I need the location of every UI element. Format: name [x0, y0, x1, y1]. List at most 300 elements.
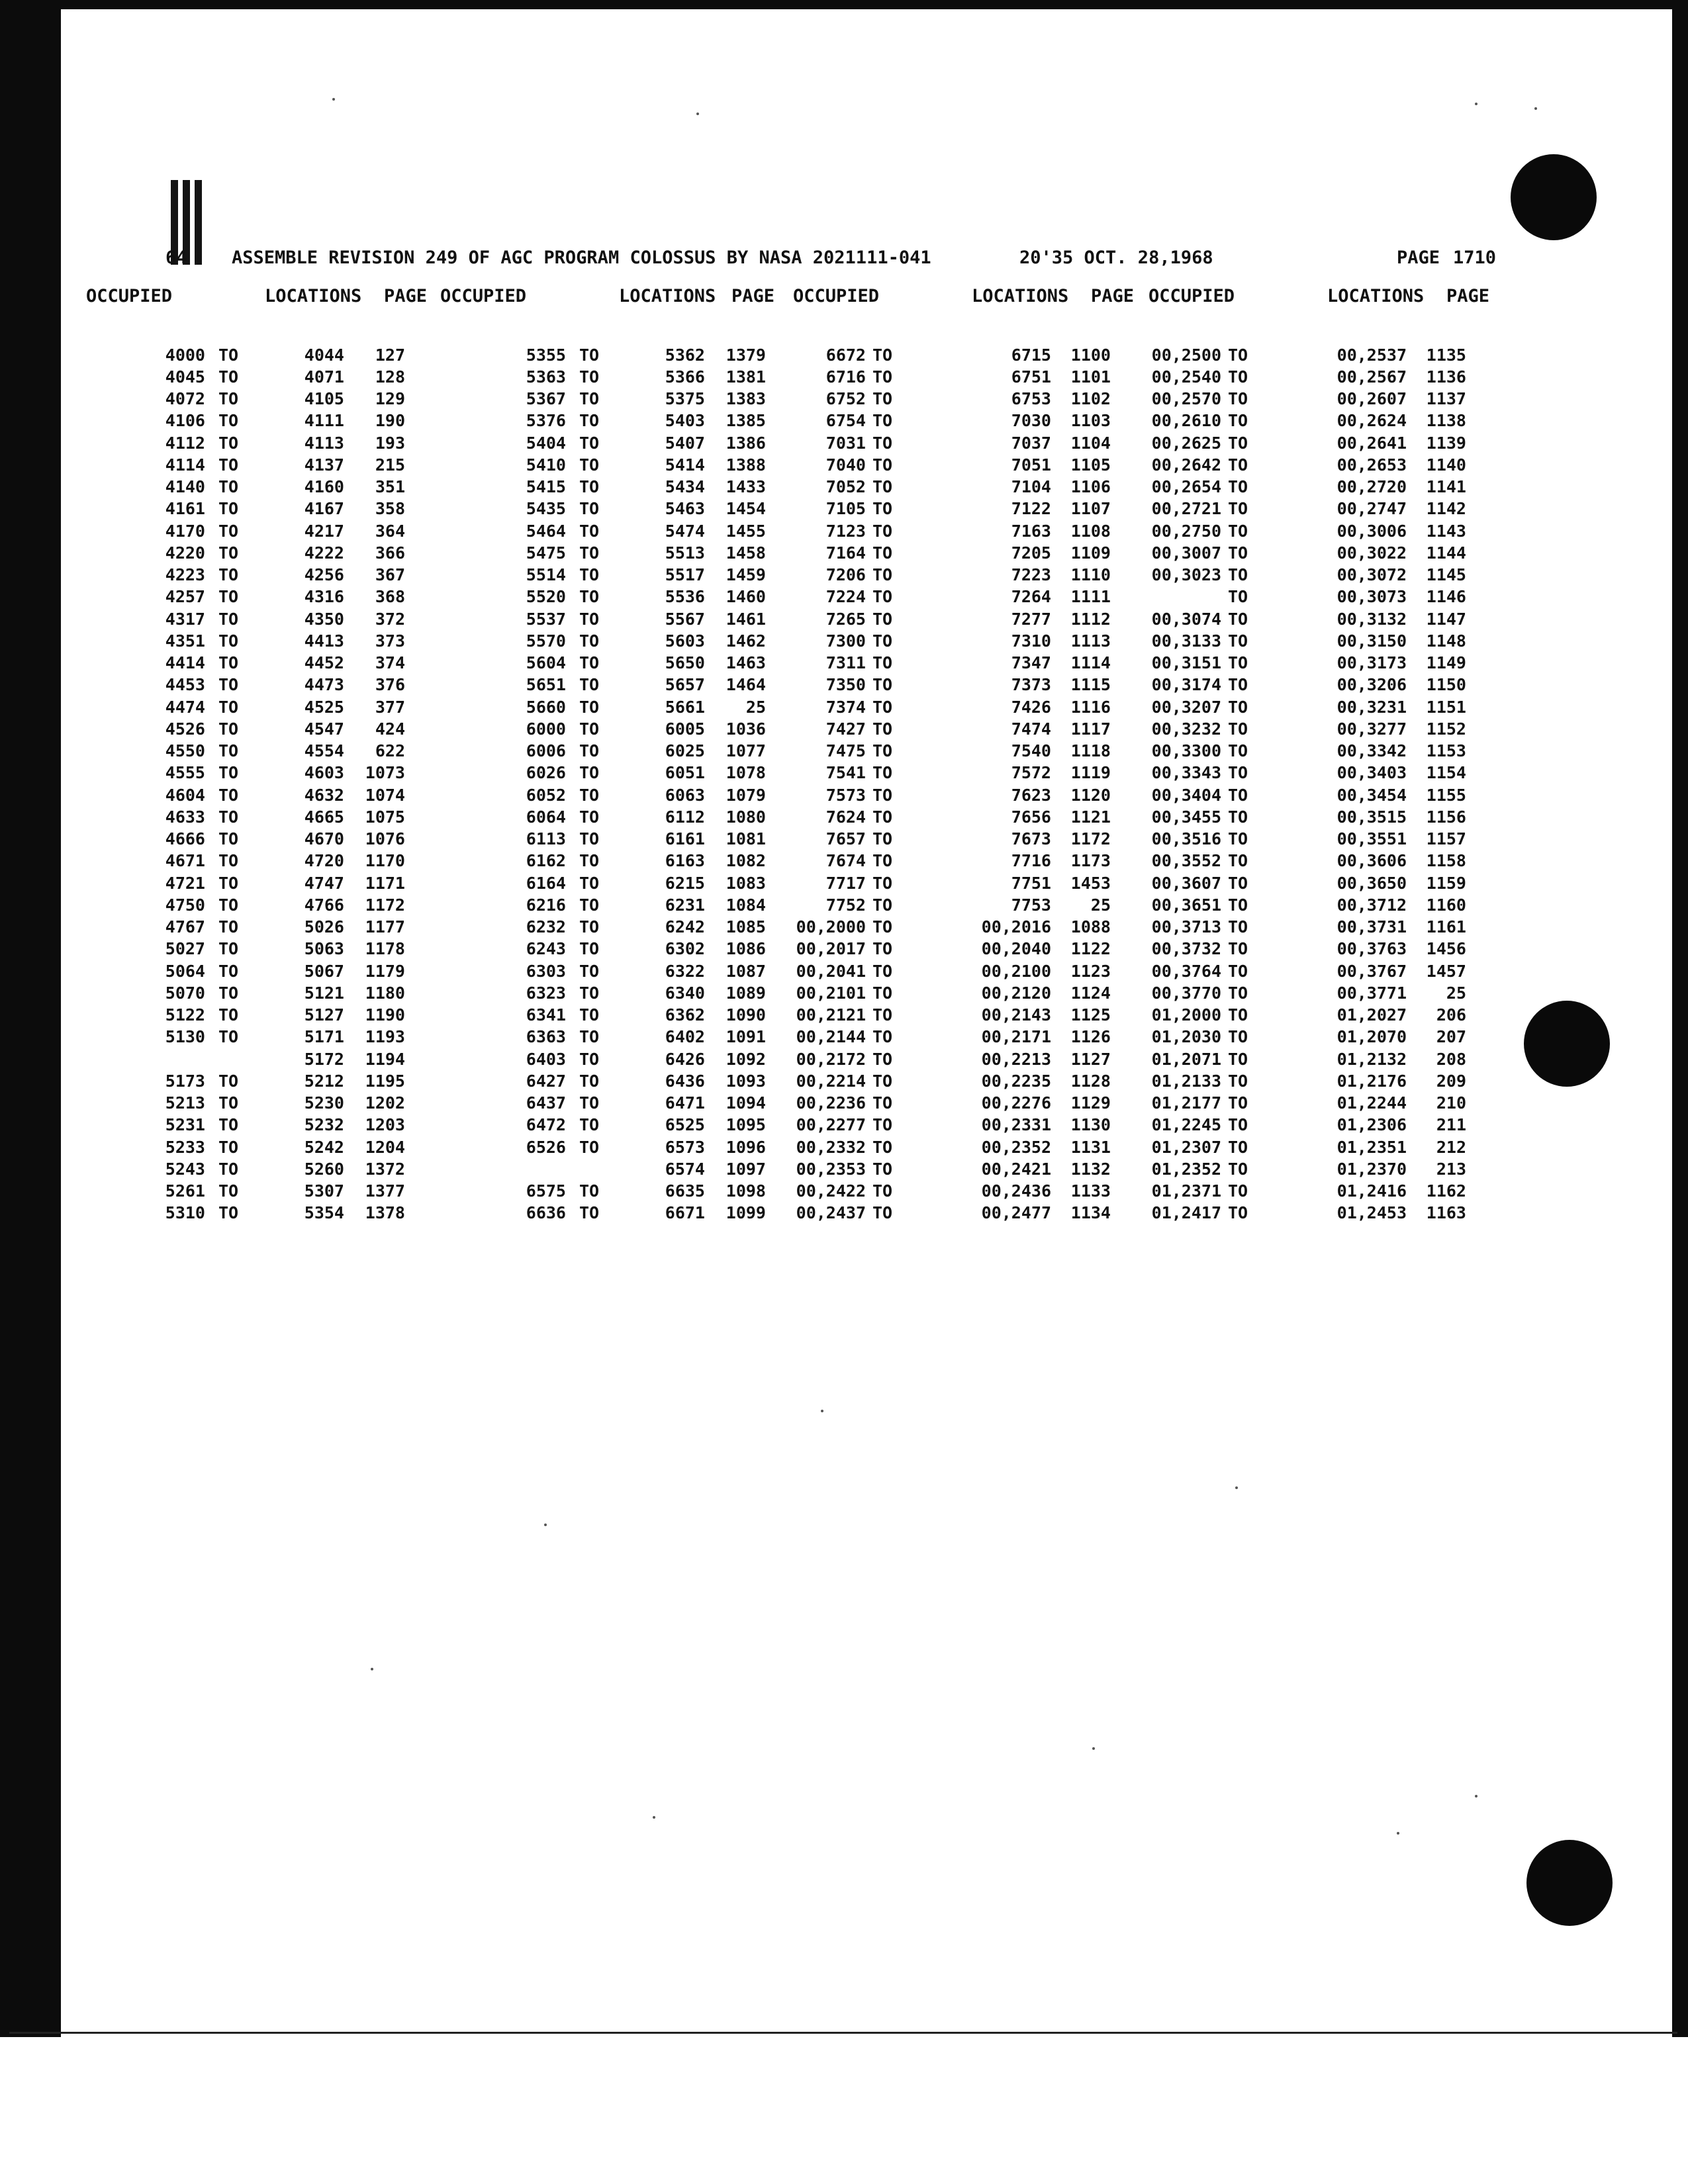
to-label: TO: [1228, 1071, 1248, 1091]
range-end: 6051: [665, 763, 705, 782]
range-start: 4161: [165, 499, 205, 518]
listing-page: 25: [1090, 895, 1111, 915]
range-start: 00,2570: [1151, 389, 1221, 408]
range-end: 4113: [304, 433, 344, 453]
range-start: 00,2422: [796, 1181, 866, 1201]
range-end: 00,2421: [981, 1160, 1051, 1179]
listing-page: 368: [375, 587, 405, 606]
range-start: 4750: [165, 895, 205, 915]
range-start: 6164: [526, 874, 566, 893]
range-start: 00,2017: [796, 939, 866, 958]
listing-page: 1379: [726, 345, 766, 365]
to-label: TO: [218, 939, 239, 958]
listing-page: 193: [375, 433, 405, 453]
range-end: 6751: [1011, 367, 1051, 387]
listing-page: 1155: [1426, 786, 1466, 805]
to-label: TO: [579, 1005, 600, 1024]
listing-page: 1098: [726, 1181, 766, 1201]
to-label: TO: [579, 741, 600, 760]
listing-page: 1458: [726, 543, 766, 563]
listing-page: 128: [375, 367, 405, 387]
range-start: 01,2177: [1151, 1093, 1221, 1113]
to-label: TO: [579, 698, 600, 717]
listing-page: 1178: [365, 939, 405, 958]
listing-page: 1074: [365, 786, 405, 805]
listing-page: 1143: [1426, 522, 1466, 541]
to-label: TO: [218, 499, 239, 518]
range-end: 7104: [1011, 477, 1051, 496]
listing-page: 1111: [1070, 587, 1111, 606]
listing-page: 1120: [1070, 786, 1111, 805]
to-label: TO: [579, 587, 600, 606]
range-start: 00,3007: [1151, 543, 1221, 563]
listing-page: 1075: [365, 807, 405, 827]
listing-page: 1161: [1426, 917, 1466, 936]
listing-page: 1433: [726, 477, 766, 496]
to-label: TO: [218, 698, 239, 717]
range-end: 00,3006: [1336, 522, 1407, 541]
listing-page: 1455: [726, 522, 766, 541]
to-label: TO: [1228, 345, 1248, 365]
range-end: 6362: [665, 1005, 705, 1024]
to-label: TO: [579, 411, 600, 430]
listing-page: 206: [1436, 1005, 1466, 1024]
to-label: TO: [872, 345, 893, 365]
range-end: 6005: [665, 719, 705, 739]
range-start: 4633: [165, 807, 205, 827]
listing-page: 215: [375, 455, 405, 475]
range-start: 7123: [825, 522, 866, 541]
range-end: 5375: [665, 389, 705, 408]
listing-page: 1145: [1426, 565, 1466, 584]
to-label: TO: [1228, 939, 1248, 958]
range-end: 4632: [304, 786, 344, 805]
range-end: 6161: [665, 829, 705, 848]
range-end: 00,2143: [981, 1005, 1051, 1024]
range-start: 5410: [526, 455, 566, 475]
binder-hole-bottom: [1526, 1840, 1613, 1926]
listing-page: 1102: [1070, 389, 1111, 408]
to-label: TO: [872, 1093, 893, 1113]
to-label: TO: [579, 1027, 600, 1046]
range-start: 00,2172: [796, 1050, 866, 1069]
range-start: 00,2540: [1151, 367, 1221, 387]
range-end: 00,2100: [981, 962, 1051, 981]
listing-page: 424: [375, 719, 405, 739]
range-start: 6526: [526, 1138, 566, 1157]
range-start: 00,3651: [1151, 895, 1221, 915]
to-label: TO: [218, 565, 239, 584]
range-end: 00,2624: [1336, 411, 1407, 430]
range-start: 00,2625: [1151, 433, 1221, 453]
range-end: 6302: [665, 939, 705, 958]
to-label: TO: [218, 1203, 239, 1222]
range-end: 7051: [1011, 455, 1051, 475]
listing-page: 1159: [1426, 874, 1466, 893]
listing-page: 1088: [1070, 917, 1111, 936]
to-label: TO: [872, 829, 893, 848]
range-start: 4453: [165, 675, 205, 694]
range-start: 00,2000: [796, 917, 866, 936]
range-start: 7206: [825, 565, 866, 584]
range-end: 6471: [665, 1093, 705, 1113]
to-label: TO: [218, 917, 239, 936]
range-end: 6231: [665, 895, 705, 915]
range-end: 00,3277: [1336, 719, 1407, 739]
range-end: 5172: [304, 1050, 344, 1069]
range-end: 4747: [304, 874, 344, 893]
range-start: 00,3074: [1151, 610, 1221, 629]
range-end: 5366: [665, 367, 705, 387]
range-start: 6064: [526, 807, 566, 827]
listing-page: 1121: [1070, 807, 1111, 827]
range-end: 5474: [665, 522, 705, 541]
listing-page: 1077: [726, 741, 766, 760]
range-end: 01,2306: [1336, 1115, 1407, 1134]
listing-page: 1090: [726, 1005, 766, 1024]
to-label: TO: [579, 1138, 600, 1157]
to-label: TO: [1228, 1027, 1248, 1046]
range-start: 6323: [526, 983, 566, 1003]
range-end: 7623: [1011, 786, 1051, 805]
listing-page: 1163: [1426, 1203, 1466, 1222]
range-end: 7030: [1011, 411, 1051, 430]
range-start: 00,2437: [796, 1203, 866, 1222]
range-end: 6753: [1011, 389, 1051, 408]
listing-page: 1085: [726, 917, 766, 936]
to-label: TO: [1228, 874, 1248, 893]
range-end: 4525: [304, 698, 344, 717]
to-label: TO: [1228, 962, 1248, 981]
to-label: TO: [579, 895, 600, 915]
to-label: TO: [1228, 1050, 1248, 1069]
listing-page: 1135: [1426, 345, 1466, 365]
to-label: TO: [579, 543, 600, 563]
listing-page: 1154: [1426, 763, 1466, 782]
listing-page: 1153: [1426, 741, 1466, 760]
range-end: 4256: [304, 565, 344, 584]
range-end: 7223: [1011, 565, 1051, 584]
range-start: 01,2307: [1151, 1138, 1221, 1157]
listing-page: 1170: [365, 851, 405, 870]
range-end: 5362: [665, 345, 705, 365]
range-start: 00,3770: [1151, 983, 1221, 1003]
range-end: 7751: [1011, 874, 1051, 893]
to-label: TO: [872, 543, 893, 563]
listing-page: 1144: [1426, 543, 1466, 563]
range-end: 4105: [304, 389, 344, 408]
range-start: 00,2214: [796, 1071, 866, 1091]
listing-page: 1457: [1426, 962, 1466, 981]
range-start: 4550: [165, 741, 205, 760]
to-label: TO: [579, 962, 600, 981]
to-label: TO: [218, 807, 239, 827]
range-start: 5231: [165, 1115, 205, 1134]
range-end: 4720: [304, 851, 344, 870]
listing-page: 1136: [1426, 367, 1466, 387]
listing-page: 1204: [365, 1138, 405, 1157]
listing-page: 1107: [1070, 499, 1111, 518]
range-start: 4112: [165, 433, 205, 453]
range-end: 7716: [1011, 851, 1051, 870]
to-label: TO: [872, 389, 893, 408]
listing-page: 1139: [1426, 433, 1466, 453]
range-end: 5307: [304, 1181, 344, 1201]
range-end: 7205: [1011, 543, 1051, 563]
to-label: TO: [872, 1203, 893, 1222]
listing-page: 1141: [1426, 477, 1466, 496]
range-end: 00,2171: [981, 1027, 1051, 1046]
range-end: 00,3767: [1336, 962, 1407, 981]
range-start: 7265: [825, 610, 866, 629]
range-start: 00,3023: [1151, 565, 1221, 584]
listing-page: 372: [375, 610, 405, 629]
to-label: TO: [872, 1160, 893, 1179]
to-label: TO: [1228, 829, 1248, 848]
range-end: 6715: [1011, 345, 1051, 365]
range-end: 01,2453: [1336, 1203, 1407, 1222]
listing-page: 210: [1436, 1093, 1466, 1113]
range-start: 6232: [526, 917, 566, 936]
to-label: TO: [872, 1138, 893, 1157]
listing-page: 1089: [726, 983, 766, 1003]
range-end: 4137: [304, 455, 344, 475]
listing-page: 1123: [1070, 962, 1111, 981]
scan-border-right: [1672, 0, 1688, 2037]
range-end: 6573: [665, 1138, 705, 1157]
range-start: 00,3713: [1151, 917, 1221, 936]
range-start: 00,3552: [1151, 851, 1221, 870]
to-label: TO: [872, 741, 893, 760]
range-end: 00,2040: [981, 939, 1051, 958]
to-label: TO: [218, 455, 239, 475]
range-start: 00,3764: [1151, 962, 1221, 981]
listing-page: 1122: [1070, 939, 1111, 958]
range-start: 6341: [526, 1005, 566, 1024]
listing-page: 1132: [1070, 1160, 1111, 1179]
to-label: TO: [218, 675, 239, 694]
occupied-header: OCCUPIED: [440, 286, 527, 306]
range-start: 5376: [526, 411, 566, 430]
to-label: TO: [1228, 1093, 1248, 1113]
range-end: 6340: [665, 983, 705, 1003]
listing-page: 1103: [1070, 411, 1111, 430]
to-label: TO: [218, 411, 239, 430]
listing-page: 1092: [726, 1050, 766, 1069]
listing-page: 207: [1436, 1027, 1466, 1046]
to-label: TO: [579, 1050, 600, 1069]
listing-page: 1129: [1070, 1093, 1111, 1113]
to-label: TO: [1228, 610, 1248, 629]
range-end: 4547: [304, 719, 344, 739]
listing-page: 1076: [365, 829, 405, 848]
listing-page: 1100: [1070, 345, 1111, 365]
range-end: 5650: [665, 653, 705, 672]
listing-page: 1112: [1070, 610, 1111, 629]
listing-page: 129: [375, 389, 405, 408]
range-start: 7105: [825, 499, 866, 518]
listing-page: 1454: [726, 499, 766, 518]
listing-page: 1463: [726, 653, 766, 672]
to-label: TO: [218, 1071, 239, 1091]
range-end: 4350: [304, 610, 344, 629]
listing-page: 1134: [1070, 1203, 1111, 1222]
listing-page: 1084: [726, 895, 766, 915]
range-start: 7752: [825, 895, 866, 915]
range-end: 7277: [1011, 610, 1051, 629]
range-end: 5230: [304, 1093, 344, 1113]
to-label: TO: [579, 763, 600, 782]
to-label: TO: [579, 631, 600, 651]
to-label: TO: [872, 499, 893, 518]
range-start: 5355: [526, 345, 566, 365]
to-label: TO: [1228, 807, 1248, 827]
listing-page: 376: [375, 675, 405, 694]
listing-page: 1115: [1070, 675, 1111, 694]
range-start: 4000: [165, 345, 205, 365]
range-start: 4072: [165, 389, 205, 408]
listing-page: 1180: [365, 983, 405, 1003]
range-end: 01,2132: [1336, 1050, 1407, 1069]
listing-page: 1086: [726, 939, 766, 958]
range-end: 6436: [665, 1071, 705, 1091]
range-start: 00,2121: [796, 1005, 866, 1024]
to-label: TO: [872, 522, 893, 541]
listing-page: 1171: [365, 874, 405, 893]
range-end: 00,3454: [1336, 786, 1407, 805]
range-end: 4111: [304, 411, 344, 430]
range-end: 6322: [665, 962, 705, 981]
to-label: TO: [218, 433, 239, 453]
to-label: TO: [1228, 367, 1248, 387]
range-start: 00,3607: [1151, 874, 1221, 893]
to-label: TO: [1228, 851, 1248, 870]
range-start: 6672: [825, 345, 866, 365]
to-label: TO: [1228, 895, 1248, 915]
range-end: 00,3771: [1336, 983, 1407, 1003]
listing-page: 1461: [726, 610, 766, 629]
page-header-label: PAGE: [384, 286, 428, 306]
to-label: TO: [872, 1027, 893, 1046]
to-label: TO: [218, 829, 239, 848]
range-start: 5520: [526, 587, 566, 606]
to-label: TO: [218, 719, 239, 739]
range-start: 7657: [825, 829, 866, 848]
range-end: 7122: [1011, 499, 1051, 518]
range-end: 00,2016: [981, 917, 1051, 936]
range-end: 5513: [665, 543, 705, 563]
range-start: 6636: [526, 1203, 566, 1222]
range-start: 4170: [165, 522, 205, 541]
range-start: 7300: [825, 631, 866, 651]
range-end: 7037: [1011, 433, 1051, 453]
to-label: TO: [1228, 477, 1248, 496]
to-label: TO: [1228, 719, 1248, 739]
range-start: 00,2332: [796, 1138, 866, 1157]
range-start: 4767: [165, 917, 205, 936]
listing-page: 1140: [1426, 455, 1466, 475]
listing-page: 1383: [726, 389, 766, 408]
range-start: 00,2041: [796, 962, 866, 981]
to-label: TO: [872, 455, 893, 475]
to-label: TO: [218, 345, 239, 365]
to-label: TO: [1228, 455, 1248, 475]
listing-page: 190: [375, 411, 405, 430]
to-label: TO: [1228, 1181, 1248, 1201]
range-end: 5127: [304, 1005, 344, 1024]
range-end: 5212: [304, 1071, 344, 1091]
range-end: 6574: [665, 1160, 705, 1179]
range-start: 6162: [526, 851, 566, 870]
range-end: 00,2747: [1336, 499, 1407, 518]
range-end: 7656: [1011, 807, 1051, 827]
listing-page: 1385: [726, 411, 766, 430]
listing-page: 1127: [1070, 1050, 1111, 1069]
assembly-timestamp: 20'35 OCT. 28,1968: [1019, 248, 1213, 268]
range-start: 5367: [526, 389, 566, 408]
range-start: 5261: [165, 1181, 205, 1201]
listing-page: 1116: [1070, 698, 1111, 717]
to-label: TO: [218, 741, 239, 760]
range-start: 6113: [526, 829, 566, 848]
range-end: 6402: [665, 1027, 705, 1046]
range-end: 5260: [304, 1160, 344, 1179]
listing-page: 1142: [1426, 499, 1466, 518]
range-end: 4665: [304, 807, 344, 827]
range-end: 01,2027: [1336, 1005, 1407, 1024]
range-end: 5026: [304, 917, 344, 936]
to-label: TO: [872, 433, 893, 453]
range-end: 6525: [665, 1115, 705, 1134]
range-end: 4160: [304, 477, 344, 496]
range-end: 00,3072: [1336, 565, 1407, 584]
to-label: TO: [579, 1093, 600, 1113]
listing-page: 1190: [365, 1005, 405, 1024]
range-start: 00,2101: [796, 983, 866, 1003]
listing-page: 1119: [1070, 763, 1111, 782]
range-end: 00,3606: [1336, 851, 1407, 870]
range-end: 01,2351: [1336, 1138, 1407, 1157]
to-label: TO: [872, 1005, 893, 1024]
range-end: 5063: [304, 939, 344, 958]
listing-page: 1149: [1426, 653, 1466, 672]
to-label: TO: [579, 1115, 600, 1134]
to-label: TO: [1228, 522, 1248, 541]
to-label: TO: [218, 1138, 239, 1157]
range-end: 4603: [304, 763, 344, 782]
listing-page: 1133: [1070, 1181, 1111, 1201]
listing-page: 1138: [1426, 411, 1466, 430]
range-end: 5171: [304, 1027, 344, 1046]
listing-page: 1091: [726, 1027, 766, 1046]
range-start: 7427: [825, 719, 866, 739]
range-start: 01,2371: [1151, 1181, 1221, 1201]
listing-page: 1148: [1426, 631, 1466, 651]
listing-page: 1202: [365, 1093, 405, 1113]
range-start: 6363: [526, 1027, 566, 1046]
range-start: 7573: [825, 786, 866, 805]
range-end: 5232: [304, 1115, 344, 1134]
to-label: TO: [218, 389, 239, 408]
range-start: 4604: [165, 786, 205, 805]
range-end: 00,3022: [1336, 543, 1407, 563]
range-end: 7163: [1011, 522, 1051, 541]
range-start: 00,2236: [796, 1093, 866, 1113]
range-end: 6163: [665, 851, 705, 870]
range-end: 7373: [1011, 675, 1051, 694]
listing-page: 25: [1446, 983, 1466, 1003]
to-label: TO: [579, 345, 600, 365]
